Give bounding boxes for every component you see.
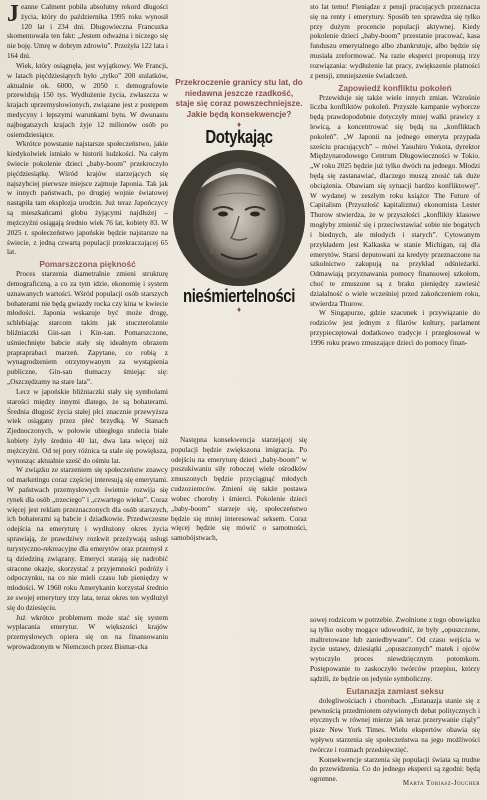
left-column (7, 3, 168, 653)
pullquote-box (171, 76, 307, 434)
diamond-bullet-icon: ♦ (236, 120, 242, 130)
intro-paragraph (7, 3, 168, 62)
elderly-woman-portrait-icon (173, 150, 305, 286)
right-column (310, 3, 480, 349)
headline-word-top: Dotykając (205, 127, 273, 149)
paragraph: Konsekwencje starzenia się populacji świata są trudne do przewidzenia. Co do jednego eksperci są zgodni: będą ogromne. (310, 755, 480, 784)
subheading: Pomarszczona piękność (39, 259, 136, 270)
portrait-svg (173, 150, 305, 286)
middle-column (171, 436, 307, 544)
paragraph: Wkrótce powstanie najstarsze społeczeństwo, jakie kiedykolwiek istniało w historii ludzkości. Na całym świecie pokolenie dzieci „baby-boom” przekroczyło pięćdziesiątkę. Wśród krajów starzejących się najszybciej pierwsze miejsce zajmuje Japonia. Tak jak w innych państwach, po drugiej wojnie światowej nastąpiła tam eksplozja urodzin. Już teraz Japończycy są mieszkańcami globu żyjącymi najdłużej – mężczyźni osiągają średnio wiek 76 lat, kobiety 83. W 2025 r. społeczeństwo japońskie będzie najstarsze na świecie, z jedną czwartą populacji przekraczającej 65 lat. (7, 140, 168, 257)
paragraph: Już wkrótce problemem może stać się system wypłacania emerytur. W większości krajów przemysłowych opiera się on na finansowaniu wprowadzonym w Niemczech przez Bismar-cka (7, 613, 168, 651)
intro-text: eanne Calment pobiła absolutny rekord długości życia, który do października 1995 roku wynosił 120 lat i 234 dni. Długowieczna Francuzka skomentowała ten fakt: „Jestem odważna i niczego się nie boję. Umrę w dobrym zdrowiu”. Przeżyła 122 lata i 164 dni. (7, 3, 168, 61)
headline-word-bottom: nieśmiertelności (183, 286, 295, 308)
diamond-bullet-icon: ♦ (236, 305, 242, 315)
subheading: Zapowiedź konfliktu pokoleń (338, 82, 452, 93)
paragraph: Wiek, który osiągnęła, jest wyjątkowy. We Francji, w latach pięćdziesiątych było „tylko” 200 stulatków, aktualnie ok. 6000, w 2050 r. demografowie przewidują 150 tys. Wydłużenie życia, zwłaszcza w krajach uprzemysłowionych, związane jest z postępem medycyny i lepszymi warunkami bytu. W dwunastu najbogatszych krajach żyje 12 milionów osób po osiemdziesiątce. (7, 61, 168, 139)
paragraph: sto lat temu! Pieniądze z pensji pracujących przeznacza się na renty i emerytury. Sposób ten sprawdza się tylko przy dużym procencie populacji aktywnej. Kiedy pokolenie dzieci „baby-boom” przestanie pracować, kasa funduszu emerytalnego albo zbankrutuje, albo będzie się musiała zreformować. Na razie eksperci proponują trzy rozwiązania: wydłużenie lat pracy, zwiększenie płatności z pensji, zmniejszenie świadczeń. (310, 3, 480, 80)
paragraph: dolegliwościach i chorobach. „Eutanazja stanie się z pewnością przedmiotem ożywionych debat politycznych i etycznych w równej mierze jak teraz przerywanie ciąży” pisze New York Times. Wielu ekspertów obawia się wpływu starzenia się społeczeństwa na jego możliwości twórcze i rozmach przedsięwzięć. (310, 696, 480, 754)
paragraph: W Singapurze, gdzie szacunek i przywiązanie do rodziców jest jednym z filarów kultury, parlament przypieczętował dodatkowo tradycje i przegłosował w 1996 roku prawo zmuszające dzieci do pomocy finan- (310, 309, 480, 347)
author-signature: Marta Tobiasz-Joucher (402, 779, 480, 787)
right-lower-block (310, 616, 480, 785)
paragraph: sowej rodzicom w potrzebie. Zwolnione z tego obowiązku są tylko osoby mogące udowodnić, że były „opuszczone, maltretowane lub zaniedbywane”. Od czasu wejścia w życie ustawy, dziesiątki „opuszczonych” matek i ojców wytoczyło proces niewdzięcznym potomkom. Postępowanie to zaskoczyło twórców przepisu, którzy sądzili, że będzie on jedynie symboliczny. (310, 616, 480, 683)
paragraph: Lecz w japońskie bliźniaczki stały się symbolami starości między innymi dlatego, że są bohaterami. Średnia długość życia stałej płci znacznie przewyższa wiek osiągany przez płeć brzydką. W Stanach Zjednoczonych, w połowie ubiegłego stulecia białe kobiety żyły średnio 40 lat, dwa lata więcej niż mężczyźni. Od tej pory różnica ta stale się powiększa, wynosząc aktualnie sześć do ośmiu lat. (7, 387, 168, 465)
paragraph: W związku ze starzeniem się społeczeństw znawcy od marketingu coraz częściej interesują się emerytami. W państwach przemysłowych świetnie rozwija się rynek dla osób „trzeciego” i „czwartego wieku”. Coraz więcej jest reklam przeznaczonych dla osób starszych, ich bohaterami są babcie i dziadkowie. Przedwczesne odejścia na emeryturę i wydłużony okres życia sprawiają, że prawdziwy rozkwit przeżywają usługi turystyczno-rekreacyjne dla emerytów oraz przemysł z tą dziedziną związany. Emeryci starają się nadrobić stracone okazje, skorzystać z przyjemności podróży i odpoczynku, na co nie mieli czasu lub pieniędzy w młodości. W 1960 roku Amerykanin korzystał średnio ze swojej emerytury trzy lata, teraz okres ten wydłużył się do dziesięciu. (7, 466, 168, 612)
subheading: Eutanazja zamiast seksu (346, 685, 444, 696)
paragraph: Następna konsekwencja starzejącej się populacji będzie zwiększona imigracja. Po odejściu na emeryturę dzieci „baby-boom” w poszukiwaniu siły roboczej wiele ośrodków zmuszonych będzie przyciągnąć młodych cudzoziemców. Zmieni się także postawa wobec choroby i śmierci. Pokolenie dzieci „baby-boom” starzeje się, społeczeństwo będzie się mniej interesować seksem. Coraz więcej będzie się mówić o samotności, samobójstwach, (171, 436, 307, 543)
paragraph: Proces starzenia diametralnie zmieni strukturę demograficzną, a co za tym idzie, ekonomię i system uznawanych wartości. Wśród populacji osób starszych bohaterami nie będą gwiazdy rocka czy kina w kwiecie młodości. Japonia wskazuje być może drogę, schlebiając starcom takim jak stuczterolatnie bliźniaczki Gin-san i Kin-san. Pomarszczone, uśmiechnięte babcie stały się ideałnym obrazem prapraprabaci marzeń. Zapytane, co robią z wynagrodzeniem otrzymywanym za wystąpienia publiczne, Gin-san tłumaczy śmiejąc się: „Oszczędzamy na stare lata”. (7, 270, 168, 387)
drop-cap: J (7, 1, 19, 27)
pullquote-text: Przekroczenie granicy stu lat, do niedawna jeszcze rzadkość, staje się coraz powszechniejsze. Jakie będą konsekwencje? (175, 78, 303, 119)
paragraph: Przewiduje się także wiele innych zmian. Wzrośnie liczba konfliktów pokoleń. Przyszłe kampanie wyborcze będą prawdopodobnie dotyczyły mniej walki prawicy z lewicą, a koncentrować się będą na „konfliktach pokoleń”. „W Japonii na jednego emeryta przypada sześciu pracujących” – mówi Yasuhiro Yokota, dyrektor Międzynarodowego Centrum Długowieczności w Tokio. „W roku 2025 będzie już tylko dwóch na jednego. Młodzi będą się zastanawiać, dlaczego muszą znosić tak duże obciążenia. Obawiam się sytuacji bardzo konfliktowej”. W wydanej w zeszłym roku książce The Future of Capitalism (Przyszłość kapitalizmu) ekonomista Lester Thurow stwierdza, że w przyszłości „konflikty klasowe mogłyby zmienić się i przeciwstawiać sobie nie bogatych i biednych, ale młodych i starych”. Cytowanym przykładem jest Kalkaska w stanie Michigan, raj dla emerytów. Starsi deputowani za kredyty przeznaczone na szkolnictwo zakupują na przykład odśnieżarki. Odmawiają przyznawania pomocy finansowej szkołom, choć te zmuszone są z braku pieniędzy zawiesić działalność o wiele wcześniej przed zakończeniem roku, stwierdza Thurow. (310, 93, 480, 308)
